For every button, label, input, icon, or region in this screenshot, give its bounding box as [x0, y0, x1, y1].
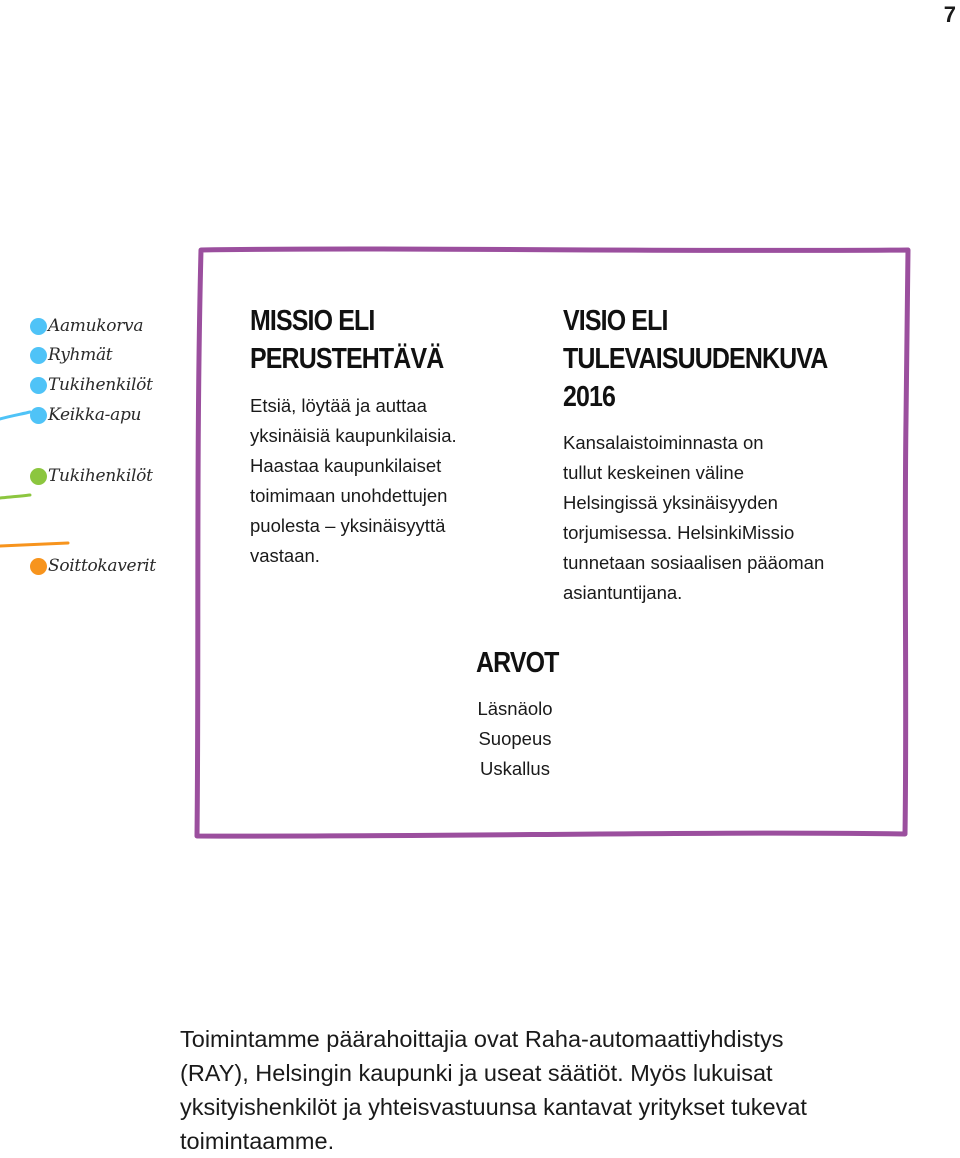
page-number: 7 [943, 2, 956, 27]
values-list [430, 694, 600, 784]
nav-dot-icon [30, 558, 47, 575]
nav-dot-icon [30, 468, 47, 485]
nav-label: Soittokaverit [48, 556, 156, 576]
mission-body [250, 391, 540, 571]
nav-dot-icon [30, 377, 47, 394]
nav-item-ryhmat[interactable] [30, 343, 112, 367]
mission-heading-line: MISSIO ELI [250, 305, 375, 337]
nav-label: Tukihenkilöt [48, 375, 153, 395]
value-item: Läsnäolo [477, 698, 553, 719]
mission-heading-line: PERUSTEHTÄVÄ [250, 343, 444, 375]
nav-item-soittokaverit[interactable] [30, 554, 156, 578]
mission-body-line: vastaan. [250, 545, 320, 566]
vision-body-line: asiantuntijana. [563, 582, 683, 603]
funding-line: yksityishenkilöt ja yhteisvastuunsa kantavat yritykset tukevat [180, 1094, 807, 1120]
vision-heading-line: TULEVAISUUDENKUVA [563, 343, 828, 375]
value-item: Suopeus [478, 728, 552, 749]
nav-item-aamukorva[interactable] [30, 314, 143, 338]
vision-body-line: Kansalaistoiminnasta on [563, 432, 764, 453]
nav-label: Aamukorva [48, 316, 144, 336]
funding-line: (RAY), Helsingin kaupunki ja useat säätiöt. Myös lukuisat [180, 1060, 773, 1086]
nav-label: Ryhmät [48, 345, 113, 365]
nav-dot-icon [30, 347, 47, 364]
vision-heading-line: 2016 [563, 381, 616, 413]
mission-body-line: yksinäisiä kaupunkilaisia. [250, 425, 457, 446]
funding-line: Toimintamme päärahoittajia ovat Raha-automaattiyhdistys [180, 1026, 784, 1052]
vision-body-line: Helsingissä yksinäisyyden [563, 492, 778, 513]
mission-heading [250, 302, 443, 378]
nav-label: Keikka-apu [48, 405, 142, 425]
vision-body-line: tunnetaan sosiaalisen pääoman [563, 552, 825, 573]
mission-body-line: puolesta – yksinäisyyttä [250, 515, 446, 536]
vision-heading [563, 302, 827, 416]
funding-paragraph [180, 1022, 910, 1158]
nav-dot-icon [30, 318, 47, 335]
vision-heading-line: VISIO ELI [563, 305, 668, 337]
mission-body-line: toimimaan unohdettujen [250, 485, 448, 506]
nav-label: Tukihenkilöt [48, 466, 153, 486]
vision-body-line: tullut keskeinen väline [563, 462, 744, 483]
vision-body-line: torjumisessa. HelsinkiMissio [563, 522, 795, 543]
nav-item-tukihenkilot-green[interactable] [30, 464, 153, 488]
vision-body [563, 428, 903, 608]
nav-item-tukihenkilot[interactable] [30, 373, 153, 397]
nav-dot-icon [30, 407, 47, 424]
funding-line: toimintaamme. [180, 1128, 335, 1154]
side-nav [0, 0, 180, 600]
mission-body-line: Haastaa kaupunkilaiset [250, 455, 442, 476]
nav-item-keikka-apu[interactable] [30, 403, 141, 427]
values-heading: ARVOT [476, 647, 559, 679]
mission-body-line: Etsiä, löytää ja auttaa [250, 395, 427, 416]
value-item: Uskallus [480, 758, 550, 779]
